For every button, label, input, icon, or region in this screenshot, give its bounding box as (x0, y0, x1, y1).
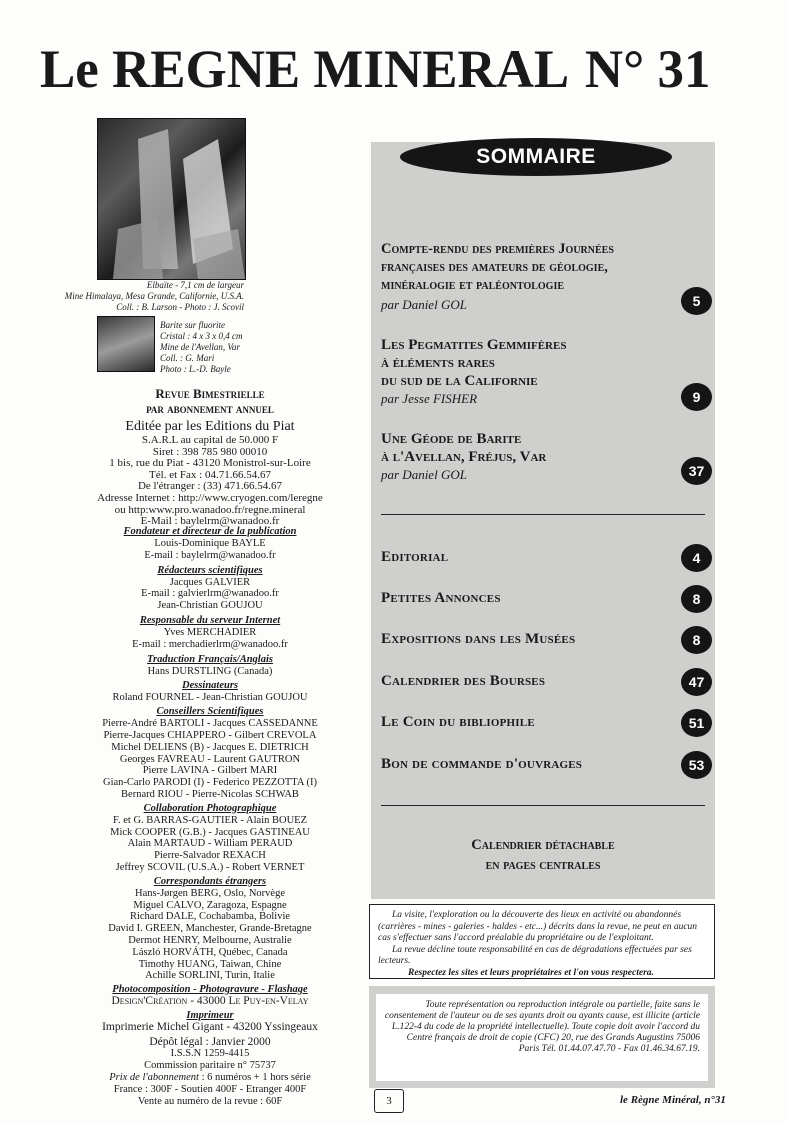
staff-name: Achille SORLINI, Turin, Italie (145, 970, 275, 982)
pub-detail: 1 bis, rue du Piat - 43120 Monistrol-sur-Loire (109, 457, 311, 470)
section-calendrier: Calendrier des Bourses (381, 673, 546, 689)
staff-name: Pierre LAVINA - Gilbert MARI (142, 765, 278, 777)
staff-role: Traduction Français/Anglais (147, 653, 273, 665)
article-title-line: à l'Avellan, Fréjus, Var (381, 449, 547, 465)
pub-detail: Tél. et Fax : 04.71.66.54.67 (149, 468, 271, 481)
staff-name: Timothy HUANG, Taiwan, Chine (138, 958, 282, 970)
article-title-line: du sud de la Californie (381, 373, 538, 389)
pub-detail: S.A.R.L au capital de 50.000 F (141, 434, 279, 446)
crystal-illustration (98, 119, 245, 279)
footer-title: le Règne Minéral, n°31 (620, 1094, 726, 1106)
rights-box (369, 986, 715, 1088)
elbaite-caption (64, 280, 244, 313)
staff-name: Hans DURSTLING (Canada) (147, 665, 273, 677)
caption-line: Mine de l'Avellan, Var (160, 342, 240, 352)
page-number-badge: 9 (681, 383, 712, 411)
staff-name: Jacques GALVIER (169, 576, 251, 588)
staff-name: Pierre-Jacques CHIAPPERO - Gilbert CREVOLA (103, 729, 317, 741)
page-number-badge: 4 (681, 544, 712, 572)
page-number-badge: 37 (681, 457, 712, 485)
staff-name: E-mail : merchadierlrm@wanadoo.fr (132, 638, 288, 650)
caption-line: Barite sur fluorite (160, 320, 225, 330)
divider (381, 805, 705, 806)
section-annonces: Petites Annonces (381, 590, 501, 606)
staff-name: Miguel CALVO, Zaragoza, Espagne (133, 899, 287, 911)
issue-number: N° 31 (584, 39, 711, 99)
page-number-badge: 5 (681, 287, 712, 315)
section-expositions: Expositions dans les Musées (381, 631, 576, 647)
section-bibliophile: Le Coin du bibliophile (381, 714, 535, 730)
staff-name: Pierre-Salvador REXACH (154, 850, 266, 862)
article-author: par Daniel GOL (381, 467, 467, 482)
staff-block (60, 526, 360, 1108)
sommaire-title: SOMMAIRE (400, 138, 672, 176)
commission: Commission paritaire n° 75737 (144, 1059, 276, 1071)
staff-role: Photocomposition - Photogravure - Flashage (112, 984, 308, 996)
page-number: 3 (374, 1089, 404, 1113)
staff-name: Hans-Jørgen BERG, Oslo, Norvège (135, 887, 285, 899)
production-group (60, 1010, 360, 1034)
pub-detail: Siret : 398 785 980 00010 (152, 445, 268, 458)
pub-frequency: Revue Bimestrielle (155, 386, 265, 401)
article-title-line: Une Géode de Barite (381, 431, 522, 447)
article-title (381, 430, 546, 466)
staff-group (60, 876, 360, 982)
staff-name: Georges FAVREAU - Laurent GAUTRON (119, 753, 301, 765)
staff-role: Rédacteurs scientifiques (157, 564, 263, 576)
staff-name: Design'Création - 43000 Le Puy-en-Velay (111, 995, 309, 1008)
access-notice (369, 904, 715, 979)
staff-name: Imprimerie Michel Gigant - 43200 Yssingeaux (102, 1020, 318, 1033)
staff-name: Roland FOURNEL - Jean-Christian GOUJOU (112, 692, 308, 704)
staff-name: F. et G. BARRAS-GAUTIER - Alain BOUEZ (113, 814, 307, 826)
staff-name: Bernard RIOU - Pierre-Nicolas SCHWAB (121, 788, 299, 800)
masthead (40, 38, 736, 100)
divider (381, 514, 705, 515)
staff-name: Gian-Carlo PARODI (I) - Federico PEZZOTTA (I) (103, 777, 317, 789)
page-number-badge: 53 (681, 751, 712, 779)
publication-block (60, 386, 360, 528)
staff-group (60, 615, 360, 651)
staff-name: Michel DELIENS (B) - Jacques E. DIETRICH (111, 741, 309, 753)
staff-name: László HORVÁTH, Québec, Canada (132, 946, 288, 958)
price-line (60, 1072, 360, 1084)
staff-name: E-mail : galvierlrm@wanadoo.fr (141, 588, 279, 600)
staff-group (60, 565, 360, 612)
staff-role: Conseillers Scientifiques (156, 706, 264, 718)
staff-name: Louis-Dominique BAYLE (154, 538, 266, 549)
notice-text: La visite, l'exploration ou la découverte des lieux en activité ou abandonnés (carrières - mines - galeries - haldes - etc...) décrits dans la revue, ne peut en aucun cas s'effectuer sans l'accord préalable du propriétaire ou de l'exploitant. (378, 910, 698, 943)
single-price: Vente au numéro de la revue : 60F (137, 1095, 283, 1107)
staff-name: E-mail : baylelrm@wanadoo.fr (144, 549, 276, 561)
staff-role: Collaboration Photographique (143, 802, 277, 814)
page-number-badge: 8 (681, 585, 712, 613)
page-number-badge: 8 (681, 626, 712, 654)
article-title-line: minéralogie et paléontologie (381, 277, 565, 293)
rights-text: Toute représentation ou reproduction intégrale ou partielle, faite sans le consentement de l'auteur ou de ses ayants droit ou ayants cause, est illicite (article L.122-4 du code de la propriété intellectuelle). Toute copie doit avoir l'accord du Centre français de droit de copie (CFC) 20, rue des Grands Augustins 75006 Paris Tél. 01.44.07.47.70 - Fax 01.46.34.67.19. (376, 994, 708, 1081)
price-label: Prix de l'abonnement (109, 1072, 199, 1084)
pub-detail: Adresse Internet : http://www.cryogen.com/leregne (97, 491, 323, 504)
section-editorial: Editorial (381, 549, 449, 565)
section-commande: Bon de commande d'ouvrages (381, 756, 583, 772)
article-title-line: à éléments rares (381, 355, 495, 371)
production-group (60, 984, 360, 1008)
staff-name: Dermot HENRY, Melbourne, Australie (128, 934, 292, 946)
staff-name: Jeffrey SCOVIL (U.S.A.) - Robert VERNET (115, 861, 305, 873)
price-detail: : 6 numéros + 1 hors série (198, 1072, 311, 1084)
staff-group (60, 526, 360, 562)
article-title (381, 336, 566, 390)
page-number-badge: 51 (681, 709, 712, 737)
notice-text: La revue décline toute responsabilité en cas de dégradations effectuées par ses lecteurs. (378, 944, 692, 966)
staff-role: Responsable du serveur Internet (139, 614, 281, 626)
pub-detail: E-Mail : baylelrm@wanadoo.fr (140, 515, 280, 528)
staff-name: Jean-Christian GOUJOU (157, 600, 263, 612)
caption-line: Coll. : B. Larson - Photo : J. Scovil (116, 302, 244, 312)
caption-line: Coll. : G. Mari (160, 353, 215, 363)
staff-group (60, 654, 360, 678)
staff-name: Mick COOPER (G.B.) - Jacques GASTINEAU (110, 826, 310, 838)
pub-detail: De l'étranger : (33) 471.66.54.67 (137, 480, 283, 493)
issn: I.S.S.N 1259-4415 (170, 1047, 250, 1059)
barite-photo (97, 316, 155, 372)
staff-role: Imprimeur (186, 1009, 234, 1021)
caption-line: Elbaïte - 7,1 cm de largeur (146, 280, 244, 290)
caption-line: Mine Himalaya, Mesa Grande, Californie, U.S.A. (64, 291, 244, 301)
notice-respect: Respectez les sites et leurs propriétaires et l'on vous respectera. (408, 967, 654, 978)
staff-group (60, 680, 360, 704)
article-title-line: Les Pegmatites Gemmifères (381, 337, 567, 353)
article-author: par Jesse FISHER (381, 391, 478, 406)
elbaite-photo (97, 118, 246, 280)
magazine-title: Le REGNE MINERAL (40, 39, 570, 99)
staff-name: Pierre-André BARTOLI - Jacques CASSEDANNE (102, 718, 318, 730)
pub-subscription: par abonnement annuel (146, 401, 274, 416)
staff-role: Fondateur et directeur de la publication (123, 526, 297, 537)
staff-role: Correspondants étrangers (153, 875, 267, 887)
staff-name: Alain MARTAUD - William PERAUD (127, 838, 293, 850)
staff-role: Dessinateurs (181, 680, 238, 692)
pub-detail: ou http:www.pro.wanadoo.fr/regne.mineral (114, 503, 306, 516)
article-title (381, 240, 614, 294)
calendar-line: en pages centrales (485, 857, 601, 873)
calendar-note (380, 835, 706, 875)
staff-name: Yves MERCHADIER (163, 626, 257, 638)
caption-line: Cristal : 4 x 3 x 0,4 cm (160, 331, 243, 341)
staff-name: Richard DALE, Cochabamba, Bolivie (129, 911, 291, 923)
article-title-line: françaises des amateurs de géologie, (381, 259, 608, 275)
barite-caption (160, 320, 310, 375)
calendar-line: Calendrier détachable (471, 837, 615, 853)
staff-name: David I. GREEN, Manchester, Grande-Bretagne (108, 923, 312, 935)
caption-line: Photo : L.-D. Bayle (160, 364, 231, 374)
staff-group (60, 706, 360, 801)
legal-deposit: Dépôt légal : Janvier 2000 (149, 1035, 271, 1048)
price-values: France : 300F - Soutien 400F - Etranger 400F (113, 1084, 307, 1096)
article-author: par Daniel GOL (381, 297, 467, 312)
article-title-line: Compte-rendu des premières Journées (381, 241, 614, 257)
staff-group (60, 803, 360, 874)
page-number-badge: 47 (681, 668, 712, 696)
publisher: Editée par les Editions du Piat (125, 419, 295, 434)
